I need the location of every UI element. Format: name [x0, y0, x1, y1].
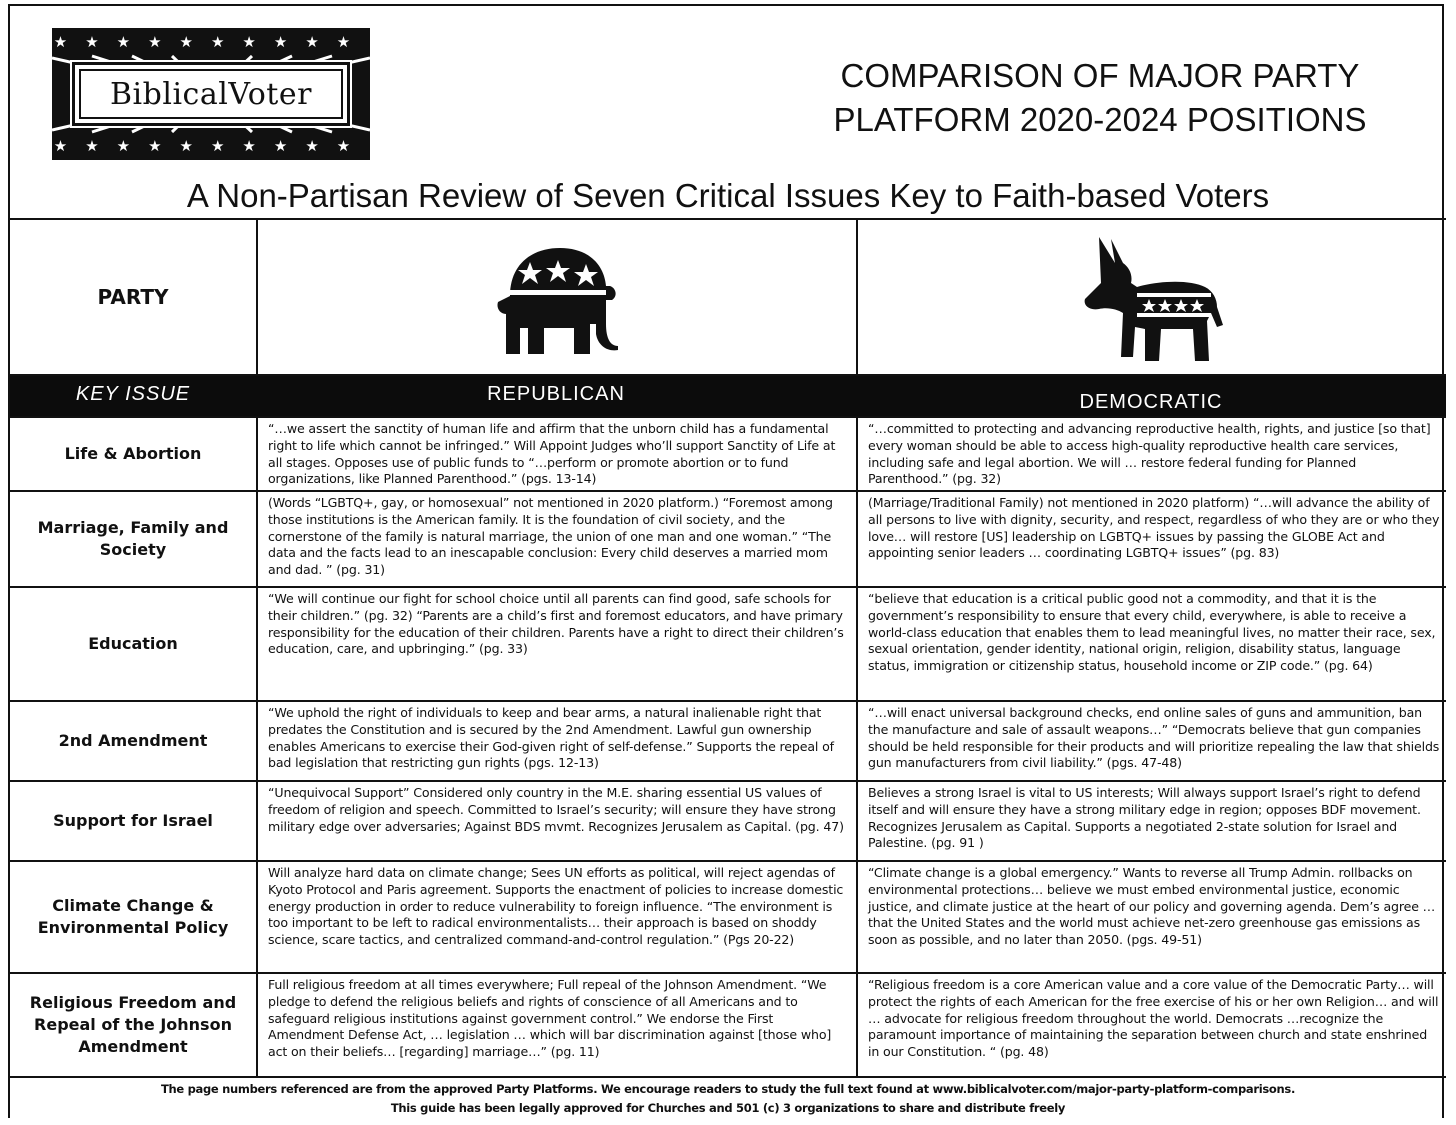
- republican-position: “We uphold the right of individuals to keep and bear arms, a natural inalienable right that predates the Constitution and is secured by the 2nd Amendment. Lawful gun ownership enables Americans to exercise their God-given right of self-defense.” Supports the repeal of bad legislation that restricting gun rights (pgs. 12-13): [256, 702, 856, 780]
- issue-label: Life & Abortion: [64, 444, 202, 463]
- republican-position: (Words “LGBTQ+, gay, or homosexual” not mentioned in 2020 platform.) “Foremost among those institutions is the American family. It is the foundation of civil society, and the cornerstone of the family is natural marriage, the union of one man and one woman.” “The data and the facts lead to an inescapable conclusion: Every child deserves a married mom and dad. ” (pg. 31): [256, 492, 856, 586]
- footer-note: [10, 1080, 1446, 1118]
- page-title: [770, 54, 1430, 142]
- party-row: [10, 220, 1446, 376]
- democratic-position: “Religious freedom is a core American value and a core value of the Democratic Party… will protect the rights of each American for the free exercise of his or her own Religion… and will … advocate for religious freedom throughout the world. Democrats …recognize the paramount importance of maintaining the separation between church and state enshrined in our Constitution. “ (pg. 48): [856, 974, 1446, 1076]
- logo-stars-bottom: ★★★★★★★★★★: [53, 137, 369, 155]
- issue-label: Marriage, Family and Society: [37, 518, 229, 559]
- democratic-position: “Climate change is a global emergency.” Wants to reverse all Trump Admin. rollbacks on environmental protections… believe we must embed environmental justice, economic justice, and climate justice at the heart of our policy and governing agenda. Dem’s agree … that the United States and the world must achieve net-zero greenhouse gas emissions as soon as possible, and no later than 2050. (pgs. 49-51): [856, 862, 1446, 972]
- republican-position: Will analyze hard data on climate change; Sees UN efforts as political, will reject agendas of Kyoto Protocol and Paris agreement. Supports the enactment of policies to increase domestic energy production in order to reduce vulnerability to foreign influence. “The environment is too important to be left to radical environmentalists… their approach is based on shoddy science, scare tactics, and centralized command-and-control regulation.” (Pgs 20-22): [256, 862, 856, 972]
- donkey-icon: [1077, 229, 1227, 365]
- democratic-position: Believes a strong Israel is vital to US interests; Will always support Israel’s right to defend itself and will ensure they have a strong military edge in region; opposes BDF movement. Recognizes Jerusalem as Capital. Supports a negotiated 2-state solution for Israel and Palestine. (pg. 91 ): [856, 782, 1446, 860]
- header-key-issue: KEY ISSUE: [75, 383, 191, 405]
- republican-position: “Unequivocal Support” Considered only country in the M.E. sharing essential US values of freedom of religion and speech. Committed to Israel’s security; will ensure they have strong military edge over adversaries; Against BDS mvmt. Recognizes Jerusalem as Capital. (pg. 47): [256, 782, 856, 860]
- page-subtitle: A Non-Partisan Review of Seven Critical Issues Key to Faith-based Voters: [186, 177, 1270, 214]
- logo-plate: [72, 62, 350, 126]
- democratic-position: “…will enact universal background checks, end online sales of guns and ammunition, ban the manufacture and sale of assault weapons…” “Democrats believe that gun companies should be held responsible for their products and will prioritize repealing the law that shields gun manufacturers from civil liability.” (pgs. 47-48): [856, 702, 1446, 780]
- table-row: [10, 862, 1446, 974]
- page-title-line1: COMPARISON OF MAJOR PARTY: [840, 57, 1360, 94]
- footer-line1: The page numbers referenced are from the approved Party Platforms. We encourage readers to study the full text found at www.biblicalvoter.com/major-party-platform-comparisons.: [160, 1082, 1296, 1096]
- table-row: [10, 974, 1446, 1078]
- biblical-voter-logo: [52, 28, 370, 160]
- page-title-line2: PLATFORM 2020-2024 POSITIONS: [833, 101, 1367, 138]
- footer-line2: This guide has been legally approved for Churches and 501 (c) 3 organizations to share and distribute freely: [390, 1101, 1066, 1115]
- republican-position: Full religious freedom at all times everywhere; Full repeal of the Johnson Amendment. “We pledge to defend the religious beliefs and rights of conscience of all Americans and to safeguard religious institutions against government control.” We endorse the First Amendment Defense Act, … legislation … which will bar discrimination against [those who] act on their beliefs… [regarding] marriage…” (pg. 11): [256, 974, 856, 1076]
- table-row: [10, 588, 1446, 702]
- table-row: [10, 782, 1446, 862]
- logo-text: BiblicalVoter: [110, 76, 312, 112]
- table-row: [10, 418, 1446, 492]
- democratic-position: (Marriage/Traditional Family) not mentioned in 2020 platform) “…will advance the ability of all persons to live with dignity, security, and respect, regardless of who they are or who they love… will restore [US] leadership on LGBTQ+ issues by passing the GLOBE Act and appointing senior leaders … coordinating LGBTQ+ issues” (pg. 83): [856, 492, 1446, 586]
- issue-label: Education: [88, 634, 178, 653]
- comparison-table: [10, 218, 1446, 1078]
- issue-label: Climate Change & Environmental Policy: [37, 896, 229, 937]
- democratic-logo-cell: [856, 220, 1446, 374]
- elephant-icon: [492, 234, 622, 360]
- issue-label: Religious Freedom and Repeal of the Johnson Amendment: [29, 993, 237, 1056]
- table-row: [10, 702, 1446, 782]
- platform-comparison-sheet: [8, 4, 1444, 1118]
- republican-position: “We will continue our fight for school choice until all parents can find good, safe schools for their children.” (pg. 32) “Parents are a child’s first and foremost educators, and have primary responsibility for the education of their children. Parents have a right to direct their children’s education, care, and upbringing.” (pg. 33): [256, 588, 856, 700]
- democratic-position: “…committed to protecting and advancing reproductive health, rights, and justice [so that] every woman should be able to access high-quality reproductive health care services, including safe and legal abortion. We will … restore federal funding for Planned Parenthood.” (pg. 32): [856, 418, 1446, 490]
- republican-logo-cell: [256, 220, 856, 374]
- republican-position: “…we assert the sanctity of human life and affirm that the unborn child has a fundamental right to life which cannot be infringed.” Will Appoint Judges who’ll support Sanctity of Life at all stages. Opposes use of public funds to “…perform or promote abortion or to fund organizations, like Planned Parenthood.” (pgs. 13-14): [256, 418, 856, 490]
- democratic-position: “believe that education is a critical public good not a commodity, and that it is the government’s responsibility to ensure that every child, everywhere, is able to receive a world-class education that enables them to lead meaningful lives, no matter their race, sex, sexual orientation, gender identity, national origin, religion, disability status, language status, immigration or citizenship status, household income or ZIP code.” (pg. 64): [856, 588, 1446, 700]
- header-democratic: DEMOCRATIC: [1079, 391, 1223, 413]
- issue-label: Support for Israel: [53, 811, 213, 830]
- table-row: [10, 492, 1446, 588]
- logo-stars-top: ★★★★★★★★★★: [53, 33, 369, 51]
- column-header-row: [10, 376, 1446, 418]
- header-republican: REPUBLICAN: [487, 383, 625, 405]
- party-label: PARTY: [97, 285, 169, 309]
- issue-label: 2nd Amendment: [58, 731, 208, 750]
